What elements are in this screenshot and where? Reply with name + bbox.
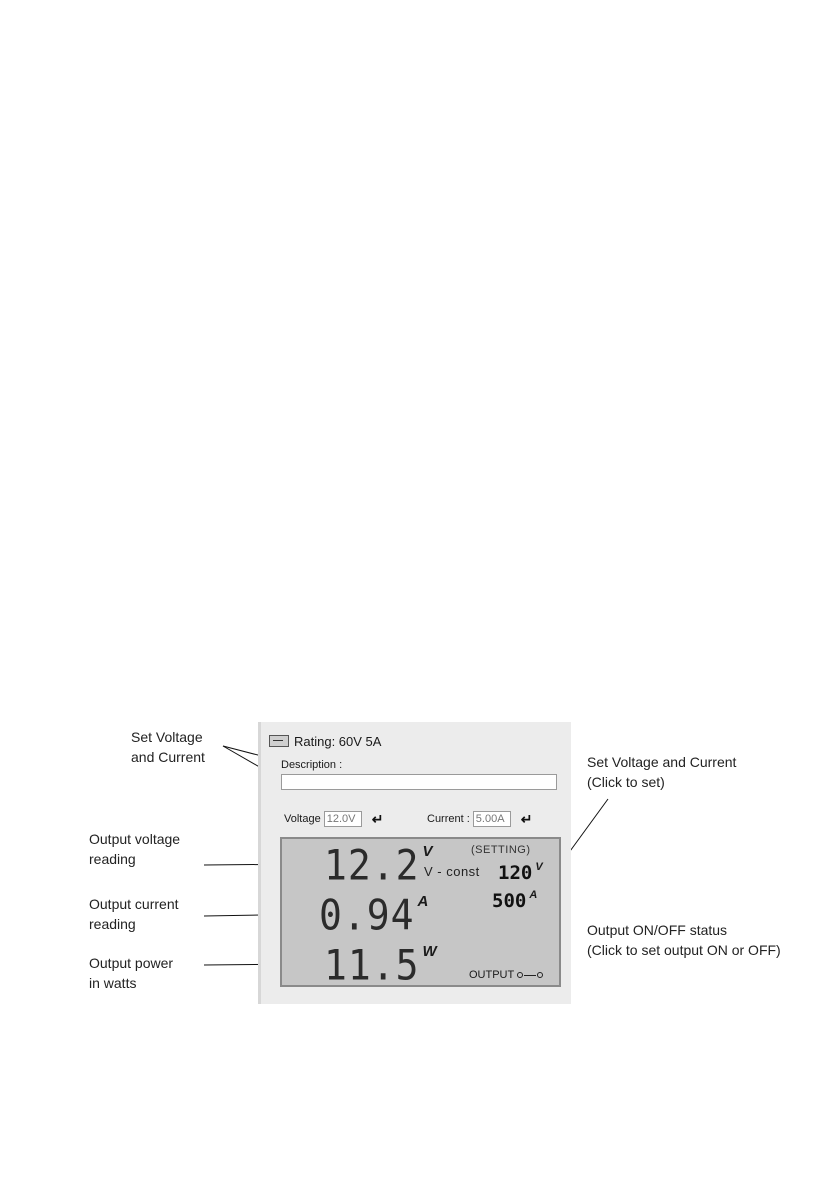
callout-output-current: Output current reading <box>89 896 179 932</box>
mode-label: V - const <box>424 864 480 879</box>
voltage-setpoint-input[interactable] <box>324 811 362 827</box>
voltage-unit: V <box>422 843 433 860</box>
set-voltage-unit: V <box>535 861 543 873</box>
lcd-display <box>280 837 561 990</box>
setting-label: (SETTING) <box>471 844 531 856</box>
power-supply-panel <box>258 722 571 1004</box>
callout-output-power: Output power in watts <box>89 955 174 991</box>
description-field[interactable] <box>281 774 557 790</box>
voltage-readout: 12.2 <box>324 840 420 890</box>
output-toggle[interactable] <box>469 969 543 981</box>
power-readout: 11.5 <box>324 940 420 990</box>
callout-output-voltage: Output voltage reading <box>89 831 181 867</box>
power-reading <box>324 940 437 990</box>
current-reading <box>319 890 429 940</box>
callout-set-click: Set Voltage and Current (Click to set) <box>587 754 737 790</box>
output-label: OUTPUT <box>469 969 515 981</box>
callout-output-status: Output ON/OFF status (Click to set output ON or OFF) <box>587 922 781 958</box>
panel-title <box>269 732 381 750</box>
current-enter-icon[interactable]: ↵ <box>520 811 533 827</box>
power-supply-icon <box>269 735 289 747</box>
current-readout: 0.94 <box>319 890 415 940</box>
set-voltage-display[interactable] <box>498 863 543 883</box>
rating-label: Rating: 60V 5A <box>294 733 382 749</box>
voltage-label: Voltage <box>284 813 321 825</box>
current-setpoint-input[interactable] <box>473 811 511 827</box>
set-voltage-value: 120 <box>498 862 533 884</box>
current-set-row <box>427 811 533 827</box>
callout-set-voltage-current: Set Voltage and Current <box>131 729 205 765</box>
set-current-value: 500 <box>492 890 527 912</box>
set-current-display[interactable] <box>492 891 537 911</box>
current-unit: A <box>417 893 429 910</box>
description-label: Description : <box>281 759 343 771</box>
power-unit: W <box>422 943 437 960</box>
switch-symbol-icon <box>517 972 543 978</box>
current-label: Current : <box>427 813 470 825</box>
set-current-unit: A <box>529 889 538 901</box>
voltage-set-row <box>284 811 383 827</box>
voltage-enter-icon[interactable]: ↵ <box>371 811 384 827</box>
voltage-reading <box>324 840 433 890</box>
